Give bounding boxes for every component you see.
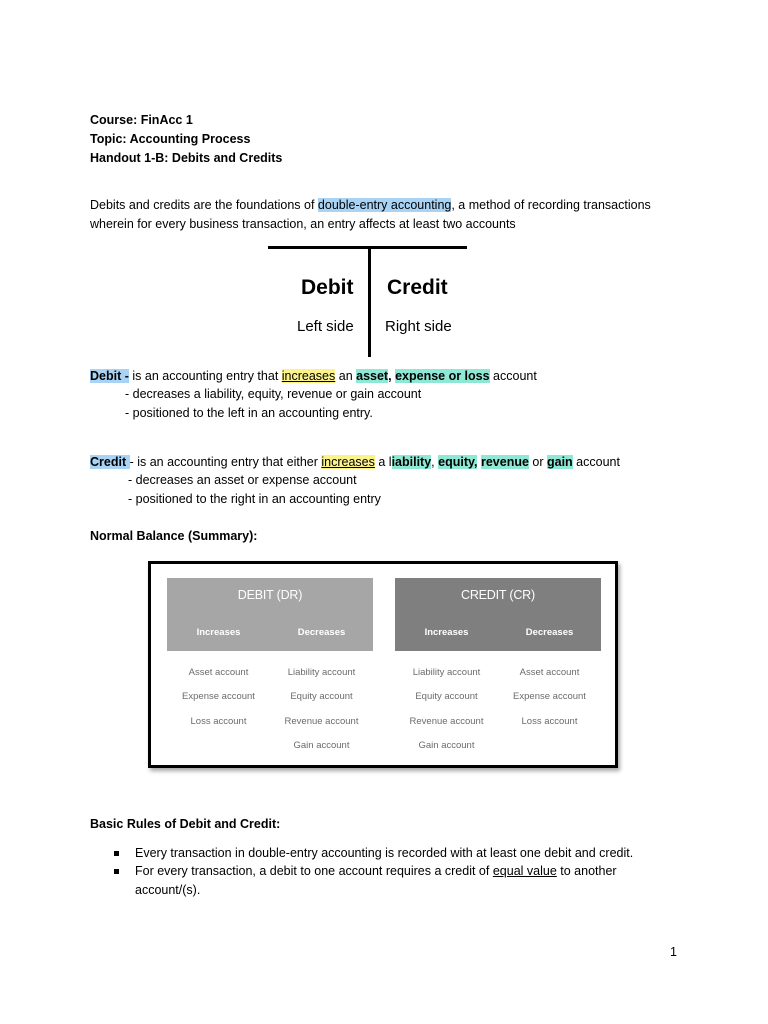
debit-definition-line-1: Debit - is an accounting entry that increases an asset, expense or loss account: [90, 369, 537, 383]
handout-title: Handout 1-B: Debits and Credits: [90, 151, 283, 165]
basic-rules-heading: Basic Rules of Debit and Credit:: [90, 817, 281, 831]
credit-definition-line-3: - positioned to the right in an accounting entry: [128, 492, 381, 506]
credit-increases-item: Equity account: [415, 691, 478, 702]
gain-highlight: gain: [546, 455, 573, 469]
intro-line-2: wherein for every business transaction, an entry affects at least two accounts: [90, 217, 516, 231]
debit-header: [167, 578, 373, 651]
debit-decreases-item: Equity account: [290, 691, 353, 702]
t-account-right-side: Right side: [385, 318, 452, 335]
course-line: Course: FinAcc 1: [90, 113, 193, 127]
debit-decreases-item: Gain account: [293, 740, 350, 751]
debit-increases-item: Loss account: [190, 716, 247, 727]
normal-balance-table: [148, 561, 618, 768]
page-number: 1: [670, 945, 677, 959]
credit-label: Credit: [90, 455, 130, 469]
debit-definition-line-2: - decreases a liability, equity, revenue or gain account: [125, 387, 422, 401]
equity-highlight: equity,: [438, 455, 478, 469]
credit-definition-line-1: Credit - is an accounting entry that either increases a liability, equity, revenue or gain account: [90, 455, 620, 469]
liability-highlight: iability: [391, 455, 432, 469]
debit-definition-line-3: - positioned to the left in an accounting entry.: [125, 406, 373, 420]
credit-increases-highlight: increases: [321, 455, 375, 469]
bullet-icon: [114, 851, 119, 856]
credit-increases-item: Revenue account: [409, 716, 484, 727]
rule-item-1: Every transaction in double-entry accounting is recorded with at least one debit and credit.: [135, 846, 634, 860]
credit-definition-line-2: - decreases an asset or expense account: [128, 473, 357, 487]
credit-increases-item: Liability account: [412, 667, 481, 678]
credit-decreases-item: Loss account: [521, 716, 578, 727]
debit-increases-label: Increases: [196, 627, 241, 638]
intro-line-1: Debits and credits are the foundations of double-entry accounting, a method of recording transactions: [90, 198, 651, 212]
bullet-icon: [114, 869, 119, 874]
credit-increases-item: Gain account: [418, 740, 475, 751]
debit-increases-item: Asset account: [188, 667, 249, 678]
credit-decreases-item: Expense account: [513, 691, 586, 702]
t-account-credit-title: Credit: [387, 276, 448, 299]
credit-decreases-label: Decreases: [525, 627, 574, 638]
topic-line: Topic: Accounting Process: [90, 132, 251, 146]
t-account-vertical-line: [368, 246, 371, 357]
debit-decreases-label: Decreases: [297, 627, 346, 638]
t-account-debit-title: Debit: [301, 276, 354, 299]
double-entry-highlight: double-entry accounting: [317, 198, 452, 212]
debit-label: Debit -: [90, 369, 129, 383]
rule-item-2-continued: account/(s).: [135, 883, 201, 897]
t-account-left-side: Left side: [297, 318, 354, 335]
credit-decreases-item: Asset account: [519, 667, 580, 678]
debit-decreases-item: Revenue account: [284, 716, 359, 727]
normal-balance-heading: Normal Balance (Summary):: [90, 529, 258, 543]
equal-value-underline: equal value: [492, 864, 557, 878]
revenue-highlight: revenue: [480, 455, 529, 469]
debit-header-title: DEBIT (DR): [237, 588, 303, 602]
rule-item-2: For every transaction, a debit to one account requires a credit of equal value to another: [135, 864, 617, 878]
asset-highlight: asset: [356, 369, 389, 383]
debit-increases-highlight: increases: [281, 369, 336, 383]
expense-loss-highlight: expense or loss: [395, 369, 490, 383]
debit-decreases-item: Liability account: [287, 667, 356, 678]
credit-header: [395, 578, 601, 651]
debit-increases-item: Expense account: [182, 691, 255, 702]
credit-increases-label: Increases: [424, 627, 469, 638]
credit-header-title: CREDIT (CR): [461, 588, 535, 602]
